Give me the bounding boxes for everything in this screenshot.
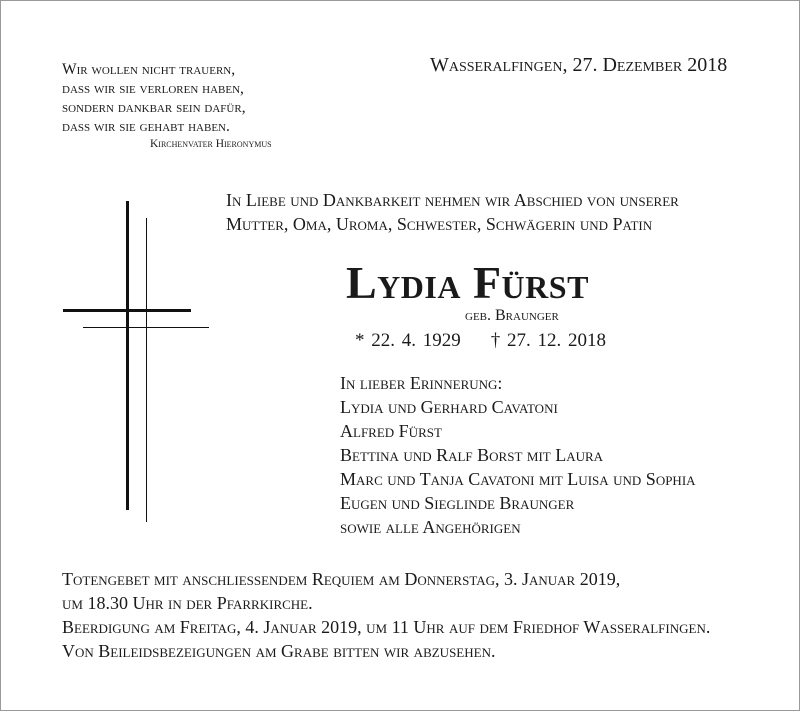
death-date: † 27. 12. 2018 [490,330,606,351]
cross-horizontal-line [83,327,209,328]
cross-vertical-line [146,218,147,522]
mourner-line: Marc und Tanja Cavatoni mit Luisa und Sophia [340,469,696,489]
deceased-name: Lydia Fürst [346,257,589,308]
place-date: Wasseralfingen, 27. Dezember 2018 [430,54,728,76]
quote [62,60,246,136]
service-line: Beerdigung am Freitag, 4. Januar 2019, um 11 Uhr auf dem Friedhof Wasseralfingen. [62,617,711,637]
cross-vertical-bar [126,201,129,510]
intro-text [226,188,679,236]
quote-line: dass wir sie gehabt haben. [62,118,230,135]
quote-line: Wir wollen nicht trauern, [62,61,236,78]
cross-horizontal-bar [63,309,191,312]
mourner-line: Alfred Fürst [340,421,442,441]
mourners-list [340,371,696,539]
mourner-line: In lieber Erinnerung: [340,373,503,393]
mourner-line: Lydia und Gerhard Cavatoni [340,397,558,417]
service-info [62,567,710,663]
life-dates [355,330,606,352]
mourner-line: Bettina und Ralf Borst mit Laura [340,445,604,465]
birth-date: * 22. 4. 1929 [355,330,461,351]
quote-line: sondern dankbar sein dafür, [62,99,246,116]
mourner-line: sowie alle Angehörigen [340,517,521,537]
birth-name: geb. Braunger [465,307,559,324]
intro-line: Mutter, Oma, Uroma, Schwester, Schwägerin und Patin [226,214,653,234]
service-line: Von Beileidsbezeigungen am Grabe bitten wir abzusehen. [62,641,496,661]
intro-line: In Liebe und Dankbarkeit nehmen wir Abschied von unserer [226,190,679,210]
quote-author: Kirchenvater Hieronymus [150,138,272,150]
service-line: Totengebet mit anschliessendem Requiem am Donnerstag, 3. Januar 2019, [62,569,621,589]
service-line: um 18.30 Uhr in der Pfarrkirche. [62,593,313,613]
mourner-line: Eugen und Sieglinde Braunger [340,493,575,513]
quote-line: dass wir sie verloren haben, [62,80,244,97]
